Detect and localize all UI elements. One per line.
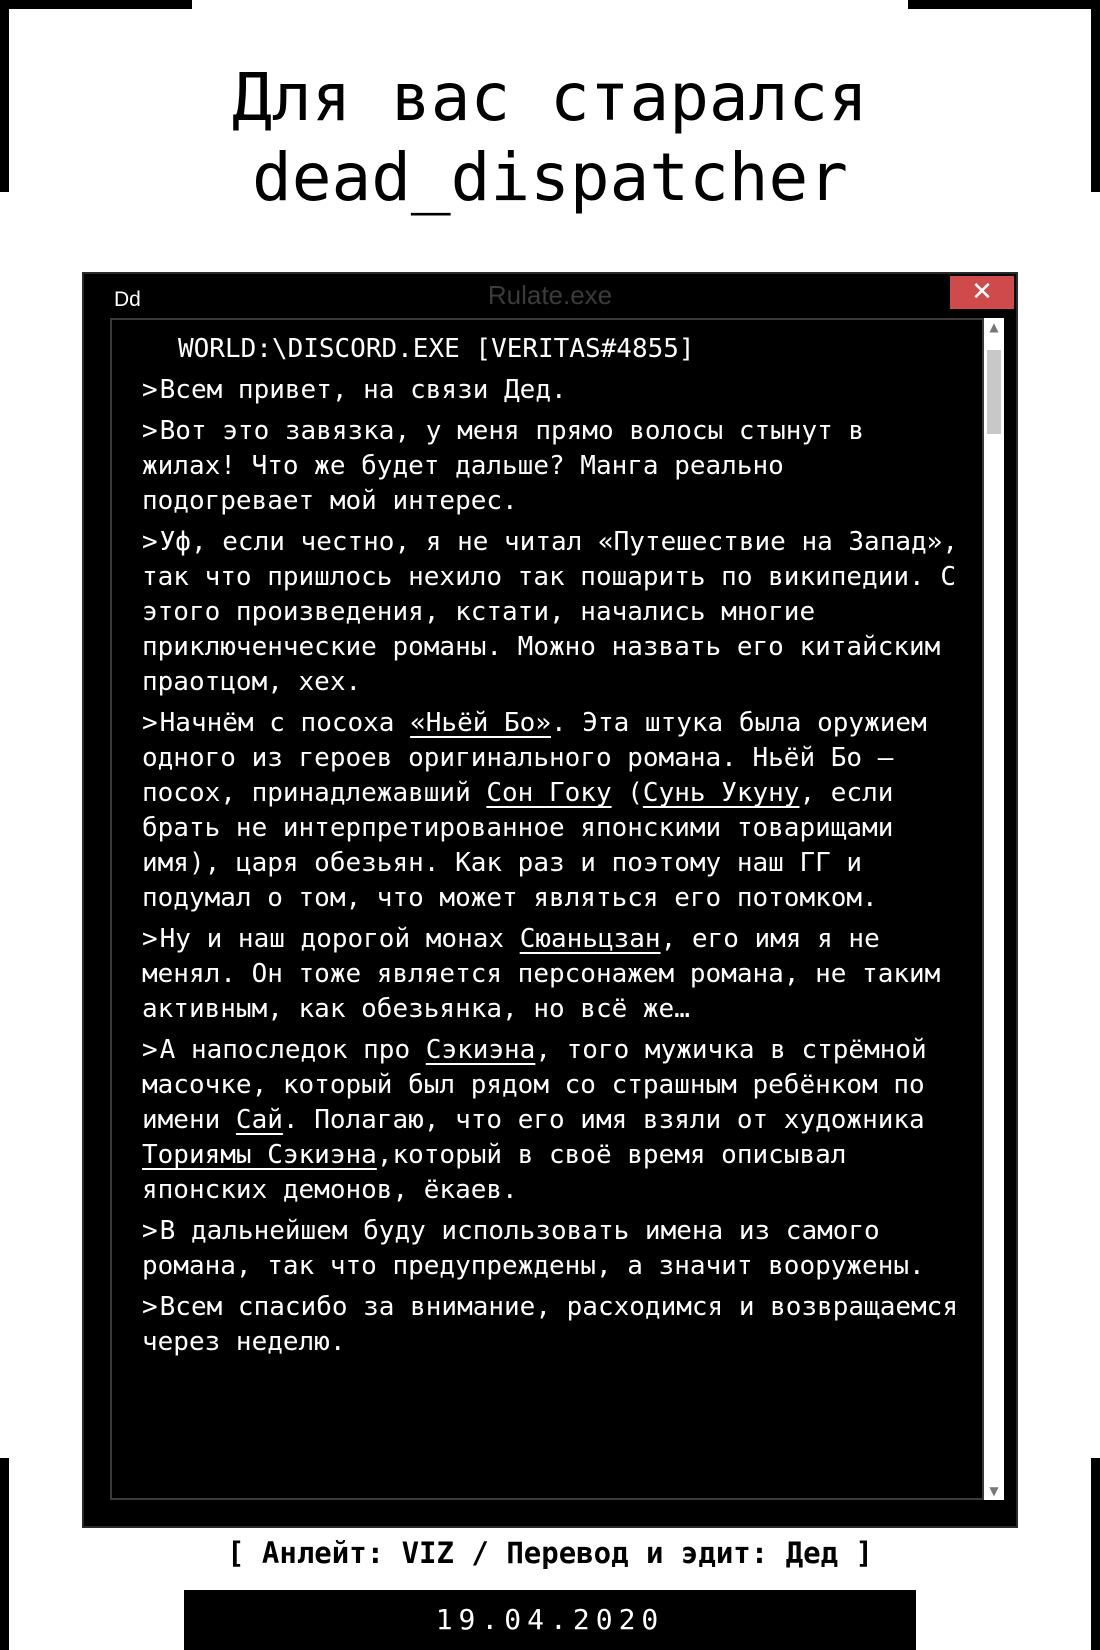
- message-3-text: Уф, если честно, я не читал «Путешествие на Запад», так что пришлось нехило так пошарить по википедии. С этого произведения, кстати, начались многие приключенческие романы. Можно назвать его китайским праотцом, хех.: [142, 527, 958, 697]
- scroll-up-icon[interactable]: ▲: [989, 320, 999, 334]
- message-8-text: Всем спасибо за внимание, расходимся и возвращаемся через неделю.: [142, 1292, 958, 1357]
- title-line-2: dead_dispatcher: [251, 139, 849, 216]
- console-content: [142, 332, 962, 1366]
- close-icon: ✕: [971, 277, 993, 307]
- message-8: [142, 1290, 962, 1360]
- link-toriyama-sekien[interactable]: Ториямы Сэкиэна: [142, 1140, 377, 1170]
- message-5-text: , его имя я не менял. Он тоже является персонажем романа, не таким активным, как обезьянка, но всё же…: [142, 924, 941, 1024]
- link-son-goku[interactable]: Сон Гоку: [486, 778, 612, 808]
- message-2: [142, 414, 962, 519]
- message-3: [142, 525, 962, 700]
- message-4-text: , если брать не интерпретированное японскими товарищами имя), царя обезьян. Как раз и поэтому наш ГГ и подумал о том, что может являться его потомком.: [142, 778, 894, 913]
- prompt-arrow: >: [142, 1292, 158, 1322]
- message-6-text: ,который в своё время описывал японских демонов, ёкаев.: [142, 1140, 847, 1205]
- title-line-1: Для вас старался: [232, 59, 868, 136]
- prompt-arrow: >: [142, 416, 158, 446]
- app-icon: Dd: [114, 288, 141, 311]
- prompt-arrow: >: [142, 1035, 158, 1065]
- console-viewport: [110, 318, 984, 1500]
- link-sai[interactable]: Сай: [235, 1105, 283, 1135]
- message-5-text: Ну и наш дорогой монах: [159, 924, 520, 954]
- corner-top-left-h: [0, 0, 192, 9]
- prompt-arrow: >: [142, 1216, 158, 1246]
- message-1-text: Всем привет, на связи Дед.: [159, 375, 567, 405]
- message-4-text: . Эта штука была оружием одного из героев оригинального романа. Ньёй Бо – посох, принадлежавший: [142, 708, 927, 808]
- scroll-thumb[interactable]: [987, 350, 1001, 434]
- message-7-text: В дальнейшем буду использовать имена из самого романа, так что предупреждены, а значит вооружены.: [142, 1216, 925, 1281]
- message-4: [142, 706, 962, 916]
- link-sun-wukong[interactable]: Сунь Укуну: [642, 778, 800, 808]
- message-6-text: , того мужичка в стрёмной масочке, который был рядом со страшным ребёнком по имени: [142, 1035, 927, 1135]
- page-title: [0, 58, 1100, 218]
- console-path: WORLD:\DISCORD.EXE [VERITAS#4855]: [178, 334, 695, 364]
- window-title: Rulate.exe: [487, 280, 613, 310]
- message-4-text: (: [611, 778, 643, 808]
- message-6-text: . Полагаю, что его имя взяли от художника: [282, 1105, 925, 1135]
- corner-top-right-h: [908, 0, 1100, 9]
- vertical-scrollbar[interactable]: [984, 318, 1004, 1500]
- prompt-arrow: >: [142, 924, 158, 954]
- message-6: [142, 1033, 962, 1208]
- app-window: [82, 272, 1018, 1528]
- prompt-arrow: >: [142, 708, 158, 738]
- message-5: [142, 922, 962, 1027]
- scroll-down-icon[interactable]: ▼: [989, 1484, 999, 1498]
- message-7: [142, 1214, 962, 1284]
- link-xuanzang[interactable]: Сюаньцзан: [519, 924, 661, 954]
- link-nyoi-bo[interactable]: «Ньёй Бо»: [410, 708, 551, 738]
- prompt-arrow: >: [142, 527, 158, 557]
- release-date: 19.04.2020: [184, 1590, 916, 1650]
- message-2-text: Вот это завязка, у меня прямо волосы стынут в жилах! Что же будет дальше? Манга реально подогревает мой интерес.: [142, 416, 865, 516]
- message-4-text: Начнём с посоха: [159, 708, 411, 738]
- message-1: [142, 373, 962, 408]
- close-button[interactable]: [950, 276, 1014, 309]
- prompt-arrow: >: [142, 375, 158, 405]
- credits-line: [ Анлейт: VIZ / Перевод и эдит: Дед ]: [226, 1536, 873, 1570]
- window-titlebar[interactable]: [84, 274, 1016, 314]
- message-6-text: А напоследок про: [159, 1035, 426, 1065]
- link-sekien[interactable]: Сэкиэна: [425, 1035, 536, 1065]
